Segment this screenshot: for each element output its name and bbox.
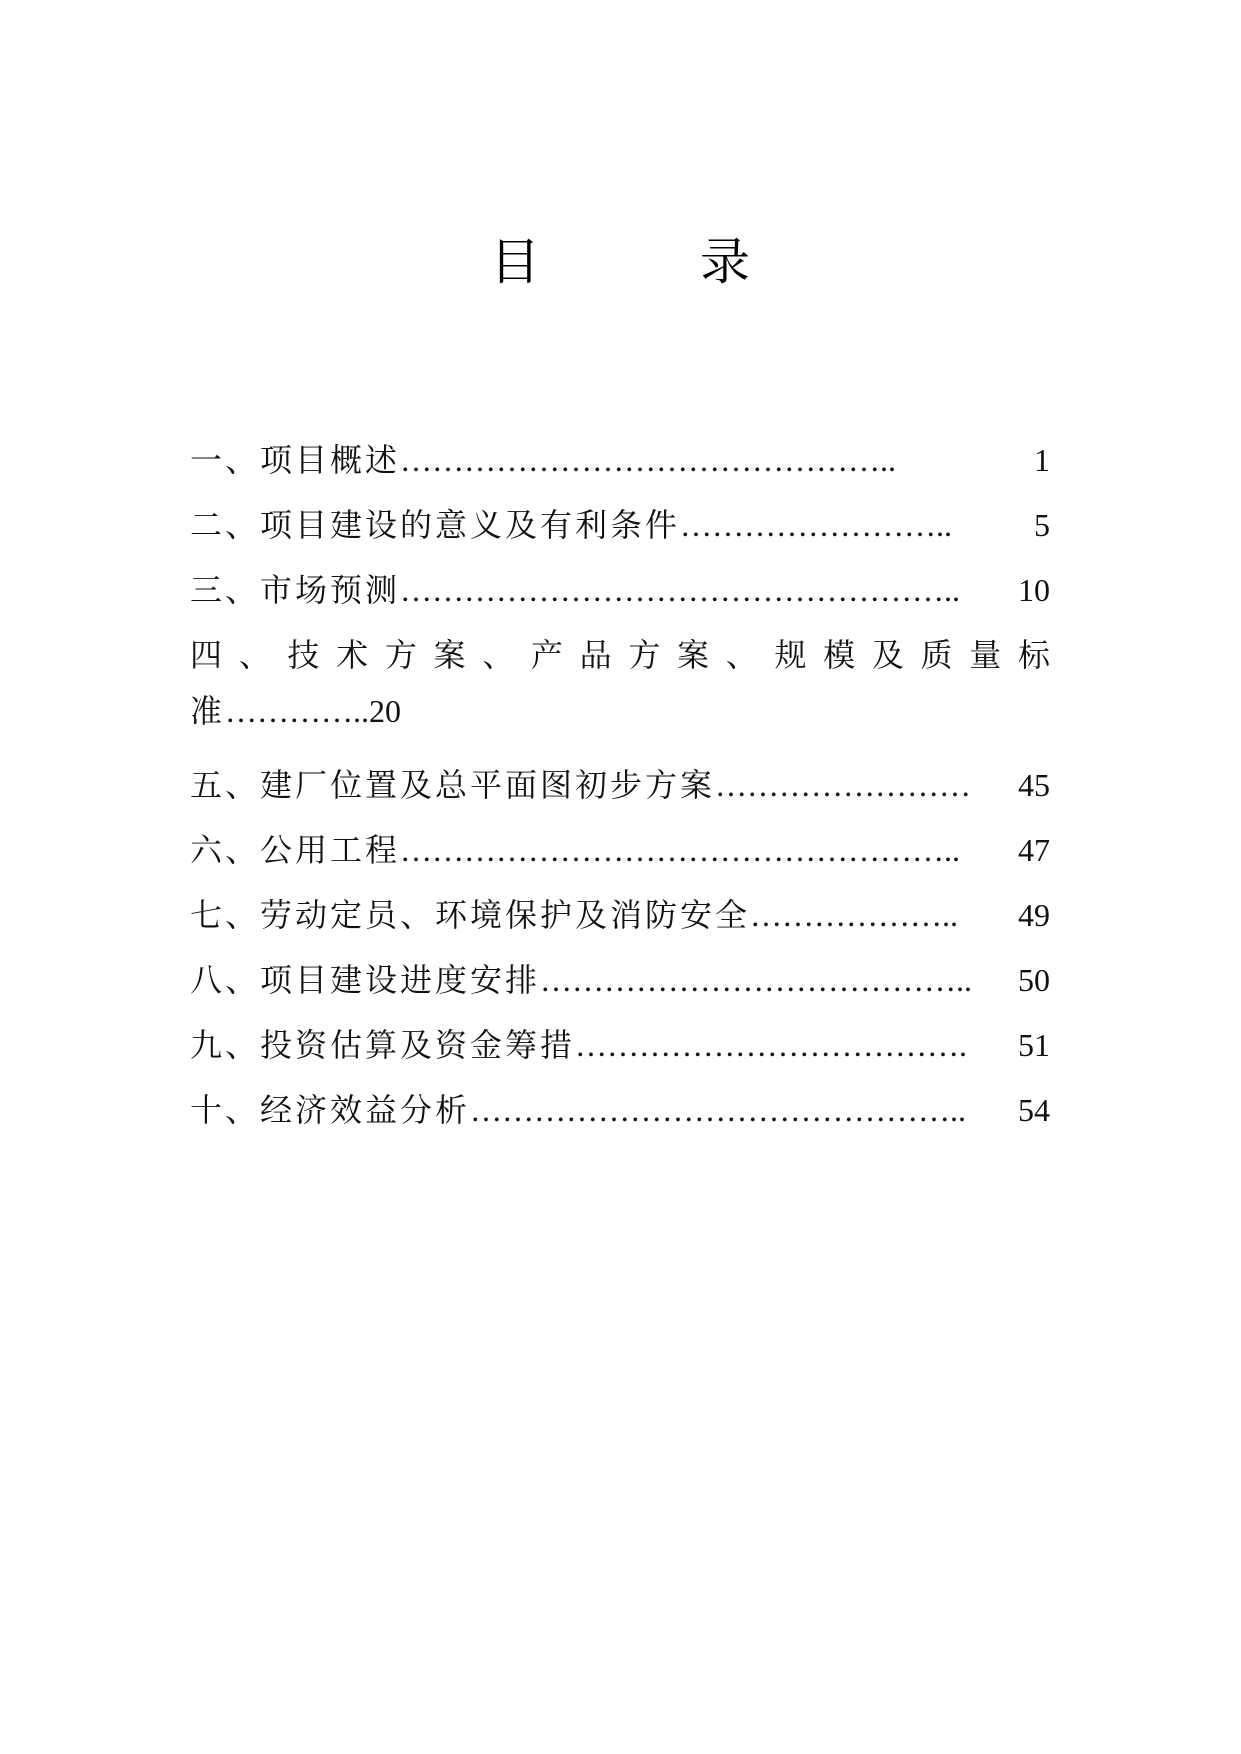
toc-entry-5[interactable] [190,757,1050,822]
toc-page-number: 10 [1018,572,1050,608]
toc-leader-dots: …………………………………………….. [400,832,961,868]
toc-entry-label-char: 标 [1017,636,1050,674]
toc-entry-label-char: 规 [774,636,807,674]
toc-entry-9[interactable] [190,1017,1050,1082]
toc-leader-dots: …………………….. [680,507,953,543]
toc-page-number: 50 [1018,962,1050,998]
toc-entry-label-char: 量 [969,636,1002,674]
toc-page-number: 5 [1034,507,1050,543]
toc-leader-dots: ………….. [225,693,370,729]
toc-page-number: 1 [1034,442,1050,478]
toc-entry-label-char: 案 [677,636,710,674]
toc-entry-label-char: 方 [628,636,661,674]
toc-entry-2[interactable] [190,497,1050,562]
page-title [0,232,1241,302]
toc-entry-6[interactable] [190,822,1050,887]
toc-entry-label: 三、市场预测 [190,571,401,609]
toc-entry-label-char: 、 [238,636,271,674]
toc-entry-label-char: 质 [920,636,953,674]
toc-page-number: 20 [369,693,402,729]
table-of-contents [190,432,1050,1147]
toc-entry-4[interactable] [190,627,1050,757]
toc-entry-label-char: 、 [482,636,515,674]
toc-entry-label-char: 及 [871,636,904,674]
title-char-1: 目 [490,233,540,291]
toc-page-number: 47 [1018,832,1050,868]
toc-entry-1[interactable] [190,432,1050,497]
toc-page-number: 51 [1018,1027,1050,1063]
toc-entry-7[interactable] [190,887,1050,952]
toc-entry-label-char: 、 [725,636,758,674]
toc-page-number: 45 [1018,767,1050,803]
toc-leader-dots: ………………………………….. [540,962,973,998]
toc-entry-label-line2: 准 [190,692,226,730]
toc-entry-label: 六、公用工程 [190,831,401,869]
toc-entry-label: 五、建厂位置及总平面图初步方案 [190,766,716,804]
toc-entry-label-char: 品 [579,636,612,674]
toc-entry-label: 一、项目概述 [190,441,401,479]
toc-entry-label-line1 [190,627,1050,683]
toc-entry-label: 九、投资估算及资金筹措 [190,1026,576,1064]
toc-entry-label-char: 模 [823,636,856,674]
toc-leader-dots: …………………… [715,767,972,803]
toc-entry-label: 七、劳动定员、环境保护及消防安全 [190,896,751,934]
toc-entry-label: 二、项目建设的意义及有利条件 [190,506,681,544]
toc-page-number: 54 [1018,1092,1050,1128]
toc-leader-dots: ………………………………. [575,1027,968,1063]
toc-entry-label-char: 案 [433,636,466,674]
toc-page-number: 49 [1018,897,1050,933]
toc-entry-8[interactable] [190,952,1050,1017]
toc-entry-label-char: 方 [384,636,417,674]
toc-entry-label-char: 四 [190,636,223,674]
toc-entry-10[interactable] [190,1082,1050,1147]
toc-leader-dots: ……………………………………….. [470,1092,967,1128]
title-char-2: 录 [700,233,750,291]
toc-entry-label: 八、项目建设进度安排 [190,961,541,999]
toc-entry-label-char: 术 [336,636,369,674]
toc-leader-dots: ……………….. [750,897,959,933]
toc-entry-label-char: 技 [287,636,320,674]
toc-entry-label-char: 产 [530,636,563,674]
toc-leader-dots: …………………………………………….. [400,572,961,608]
toc-entry-label: 十、经济效益分析 [190,1091,471,1129]
toc-entry-3[interactable] [190,562,1050,627]
toc-leader-dots: ……………………………………….. [400,442,897,478]
